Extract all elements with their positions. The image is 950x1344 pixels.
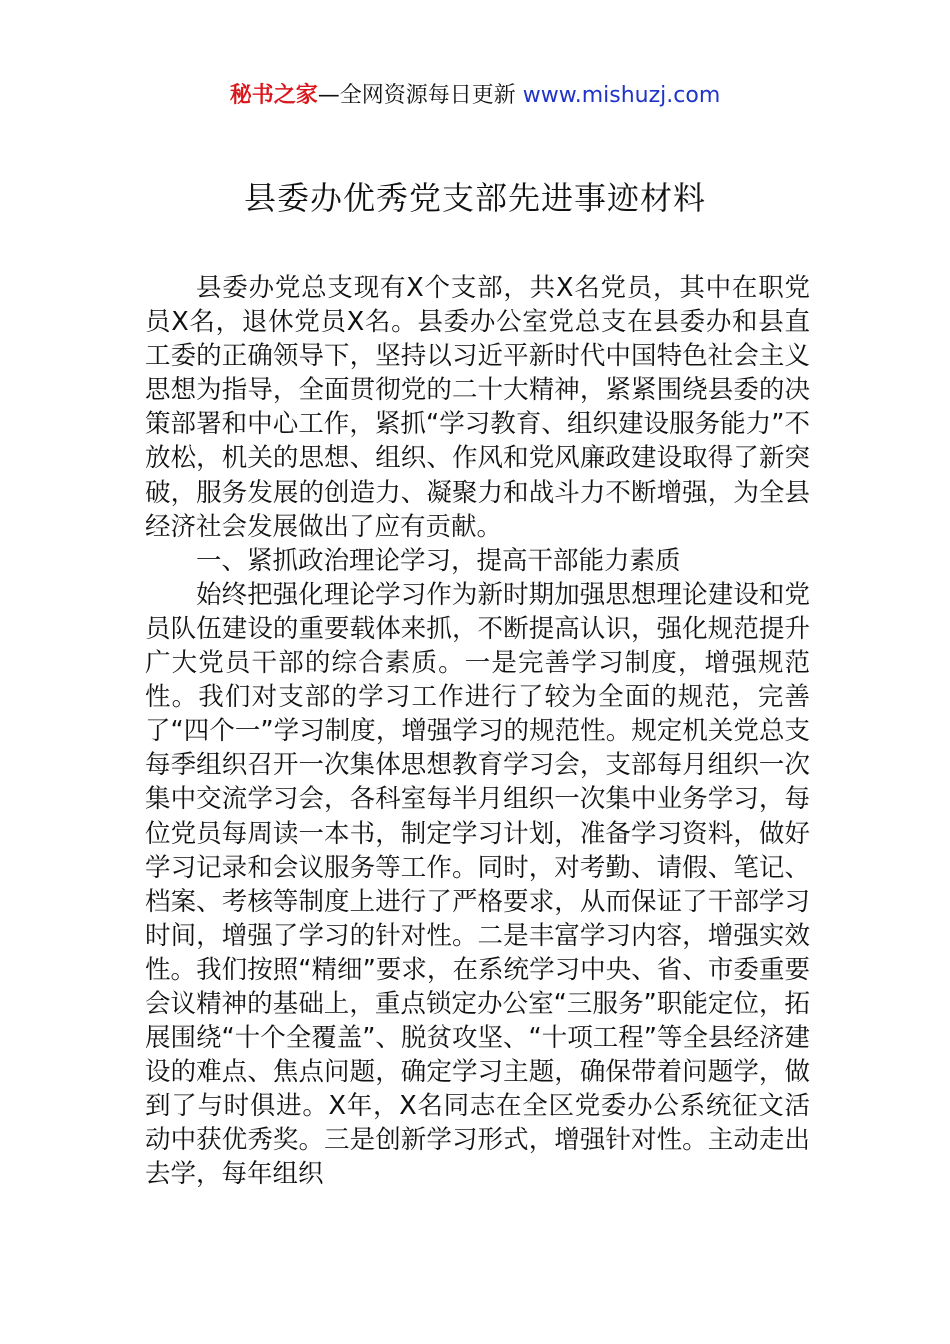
- intro-paragraph: 县委办党总支现有X个支部，共X名党员，其中在职党员X名，退休党员X名。县委办公室党总支在县委办和县直工委的正确领导下，坚持以习近平新时代中国特色社会主义思想为指导，全面贯彻党的二十大精神，紧紧围绕县委的决策部署和中心工作，紧抓“学习教育、组织建设服务能力”不放松，机关的思想、组织、作风和党风廉政建设取得了新突破，服务发展的创造力、凝聚力和战斗力不断增强，为全县经济社会发展做出了应有贡献。: [145, 273, 810, 542]
- document-title: 县委办优秀党支部先进事迹材料: [243, 179, 706, 217]
- site-header: [0, 80, 950, 112]
- site-brand: 秘书之家: [229, 83, 318, 108]
- section-paragraph: 始终把强化理论学习作为新时期加强思想理论建设和党员队伍建设的重要载体来抓，不断提高认识，强化规范提升广大党员干部的综合素质。一是完善学习制度，增强规范性。我们对支部的学习工作进行了较为全面的规范，完善了“四个一”学习制度，增强学习的规范性。规定机关党总支每季组织召开一次集体思想教育学习会，支部每月组织一次集中交流学习会，各科室每半月组织一次集中业务学习，每位党员每周读一本书，制定学习计划，准备学习资料，做好学习记录和会议服务等工作。同时，对考勤、请假、笔记、档案、考核等制度上进行了严格要求，从而保证了干部学习时间，增强了学习的针对性。二是丰富学习内容，增强实效性。我们按照“精细”要求，在系统学习中央、省、市委重要会议精神的基础上，重点锁定办公室“三服务”职能定位，拓展围绕“十个全覆盖”、脱贫攻坚、“十项工程”等全县经济建设的难点、焦点问题，确定学习主题，确保带着问题学，做到了与时俱进。X年，X名同志在全区党委办公系统征文活动中获优秀奖。三是创新学习形式，增强针对性。主动走出去学，每年组织: [145, 579, 810, 1190]
- document-body: [145, 271, 810, 1192]
- site-tagline: —全网资源每日更新: [317, 83, 523, 108]
- section-heading: 一、紧抓政治理论学习，提高干部能力素质: [196, 545, 681, 576]
- site-url-link[interactable]: www.mishuzj.com: [522, 83, 721, 108]
